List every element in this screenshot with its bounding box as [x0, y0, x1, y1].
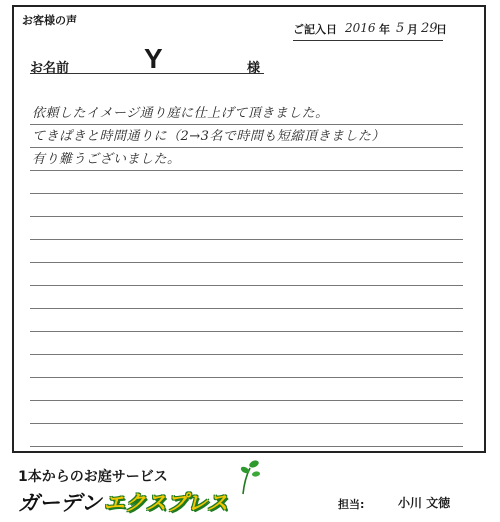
date-month-unit: 月 [407, 23, 418, 36]
comment-line [30, 286, 463, 309]
date-day-value: 29 [421, 21, 438, 36]
comment-text: 依頼したイメージ通り庭に仕上げて頂きました。 [32, 106, 329, 121]
staff-name: 小川 文徳 [398, 496, 451, 510]
comment-line [30, 148, 463, 171]
comment-line [30, 102, 463, 125]
comment-text: てきぱきと時間通りに（2→3名で時間も短縮頂きました） [32, 129, 385, 144]
form-title: お客様の声 [22, 14, 77, 27]
comment-line [30, 424, 463, 447]
date-field [293, 20, 447, 41]
brand-name-accent: エクスプレス [103, 492, 228, 515]
customer-name-value: Y [144, 43, 163, 74]
comment-text: 有り難うございました。 [32, 152, 181, 167]
comment-lines [30, 102, 463, 447]
service-tagline: 1本からのお庭サービス [18, 469, 168, 485]
date-year-unit: 年 [379, 23, 390, 36]
brand-name-main: ガーデン [18, 492, 102, 515]
comment-line [30, 378, 463, 401]
date-year-value: 2016 [345, 21, 376, 35]
name-label: お名前 [30, 61, 70, 76]
comment-line [30, 355, 463, 378]
name-field [30, 43, 264, 76]
date-day-unit: 日 [436, 23, 447, 36]
comment-line [30, 171, 463, 194]
comment-line [30, 217, 463, 240]
comment-line [30, 401, 463, 424]
comment-line [30, 263, 463, 286]
sprout-icon [234, 456, 264, 496]
name-honorific: 様 [246, 61, 260, 76]
comment-line [30, 309, 463, 332]
date-label: ご記入日 [293, 23, 337, 36]
date-month-value: 5 [396, 21, 405, 36]
comment-line [30, 125, 463, 148]
comment-line [30, 332, 463, 355]
staff-label: 担当: [338, 498, 365, 511]
brand-logo [18, 488, 228, 516]
comment-line [30, 194, 463, 217]
comment-line [30, 240, 463, 263]
